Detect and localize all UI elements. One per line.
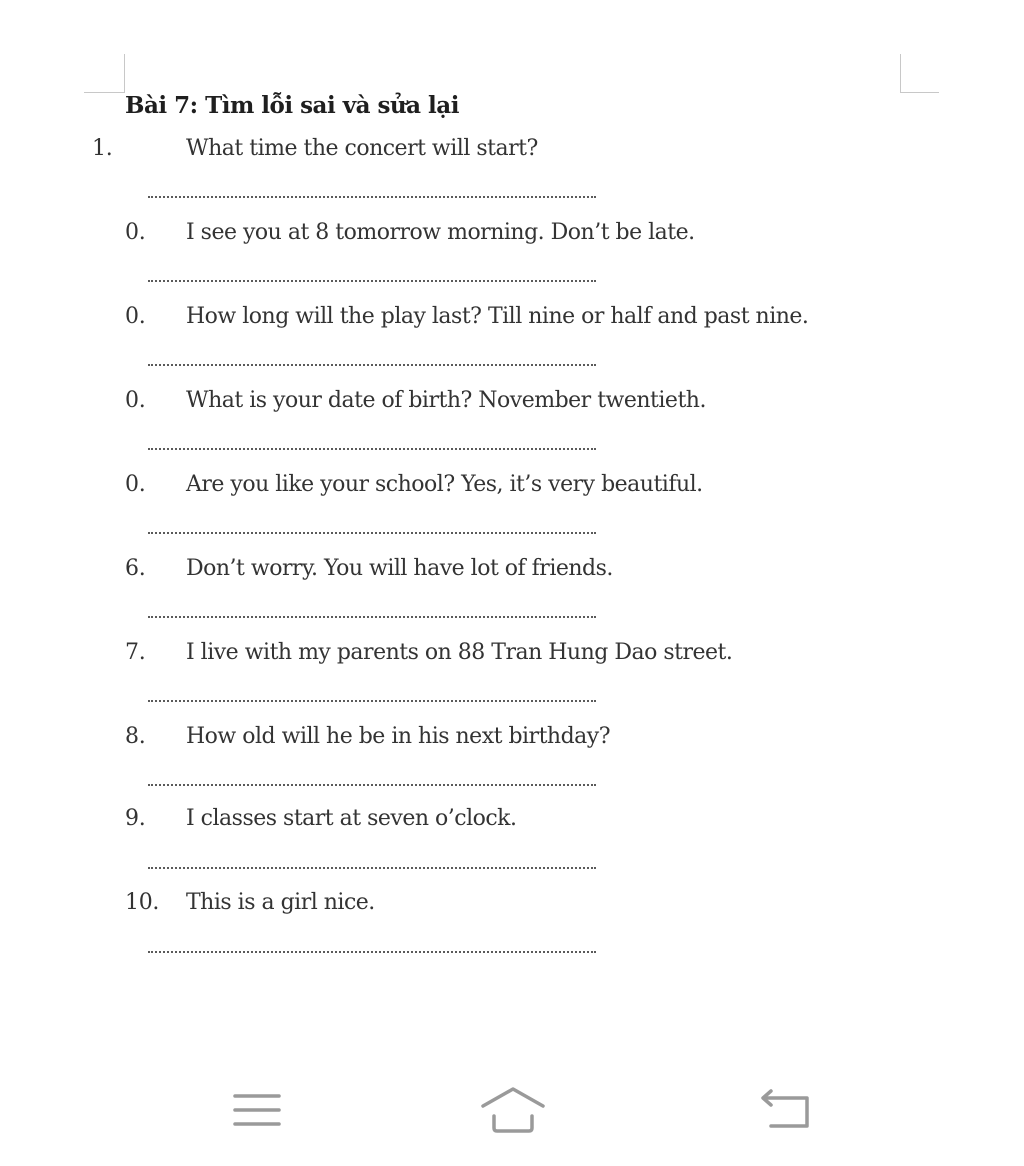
page-corner-mark-right bbox=[900, 54, 939, 93]
item-number: 0. bbox=[125, 472, 146, 497]
item-sentence: Are you like your school? Yes, it’s very beautiful. bbox=[186, 472, 703, 497]
exercise-title: Bài 7: Tìm lỗi sai và sửa lại bbox=[125, 92, 459, 119]
item-sentence: How long will the play last? Till nine or half and past nine. bbox=[186, 304, 809, 329]
answer-line[interactable] bbox=[148, 616, 596, 618]
back-button[interactable] bbox=[743, 1080, 823, 1140]
menu-icon bbox=[232, 1090, 282, 1130]
item-number: 7. bbox=[125, 640, 146, 665]
exercise-item bbox=[0, 133, 1024, 173]
item-sentence: I live with my parents on 88 Tran Hung Dao street. bbox=[186, 640, 733, 665]
answer-line[interactable] bbox=[148, 867, 596, 869]
item-sentence: I see you at 8 tomorrow morning. Don’t be late. bbox=[186, 220, 695, 245]
item-sentence: Don’t worry. You will have lot of friends. bbox=[186, 556, 613, 581]
answer-line[interactable] bbox=[148, 700, 596, 702]
exercise-item bbox=[0, 217, 1024, 257]
answer-line[interactable] bbox=[148, 951, 596, 953]
exercise-item bbox=[0, 553, 1024, 593]
item-number: 6. bbox=[125, 556, 146, 581]
exercise-item bbox=[0, 887, 1024, 927]
item-number: 9. bbox=[125, 806, 146, 831]
item-sentence: What time the concert will start? bbox=[186, 136, 538, 161]
item-sentence: What is your date of birth? November twentieth. bbox=[186, 388, 706, 413]
item-sentence: This is a girl nice. bbox=[186, 890, 375, 915]
item-number: 0. bbox=[125, 304, 146, 329]
menu-button[interactable] bbox=[217, 1080, 297, 1140]
item-number: 0. bbox=[125, 388, 146, 413]
exercise-item bbox=[0, 301, 1024, 341]
answer-line[interactable] bbox=[148, 448, 596, 450]
answer-line[interactable] bbox=[148, 196, 596, 198]
item-number: 0. bbox=[125, 220, 146, 245]
navigation-bar bbox=[0, 1070, 1024, 1150]
back-icon bbox=[751, 1086, 815, 1134]
exercise-item bbox=[0, 803, 1024, 843]
answer-line[interactable] bbox=[148, 280, 596, 282]
home-icon bbox=[477, 1084, 549, 1136]
item-sentence: How old will he be in his next birthday? bbox=[186, 724, 611, 749]
item-number: 8. bbox=[125, 724, 146, 749]
exercise-item bbox=[0, 637, 1024, 677]
answer-line[interactable] bbox=[148, 784, 596, 786]
item-sentence: I classes start at seven o’clock. bbox=[186, 806, 517, 831]
answer-line[interactable] bbox=[148, 532, 596, 534]
exercise-item bbox=[0, 469, 1024, 509]
exercise-item bbox=[0, 385, 1024, 425]
exercise-item bbox=[0, 721, 1024, 761]
home-button[interactable] bbox=[473, 1080, 553, 1140]
item-number: 1. bbox=[92, 136, 113, 161]
page-corner-mark-left bbox=[84, 54, 125, 93]
answer-line[interactable] bbox=[148, 364, 596, 366]
item-number: 10. bbox=[125, 890, 160, 915]
